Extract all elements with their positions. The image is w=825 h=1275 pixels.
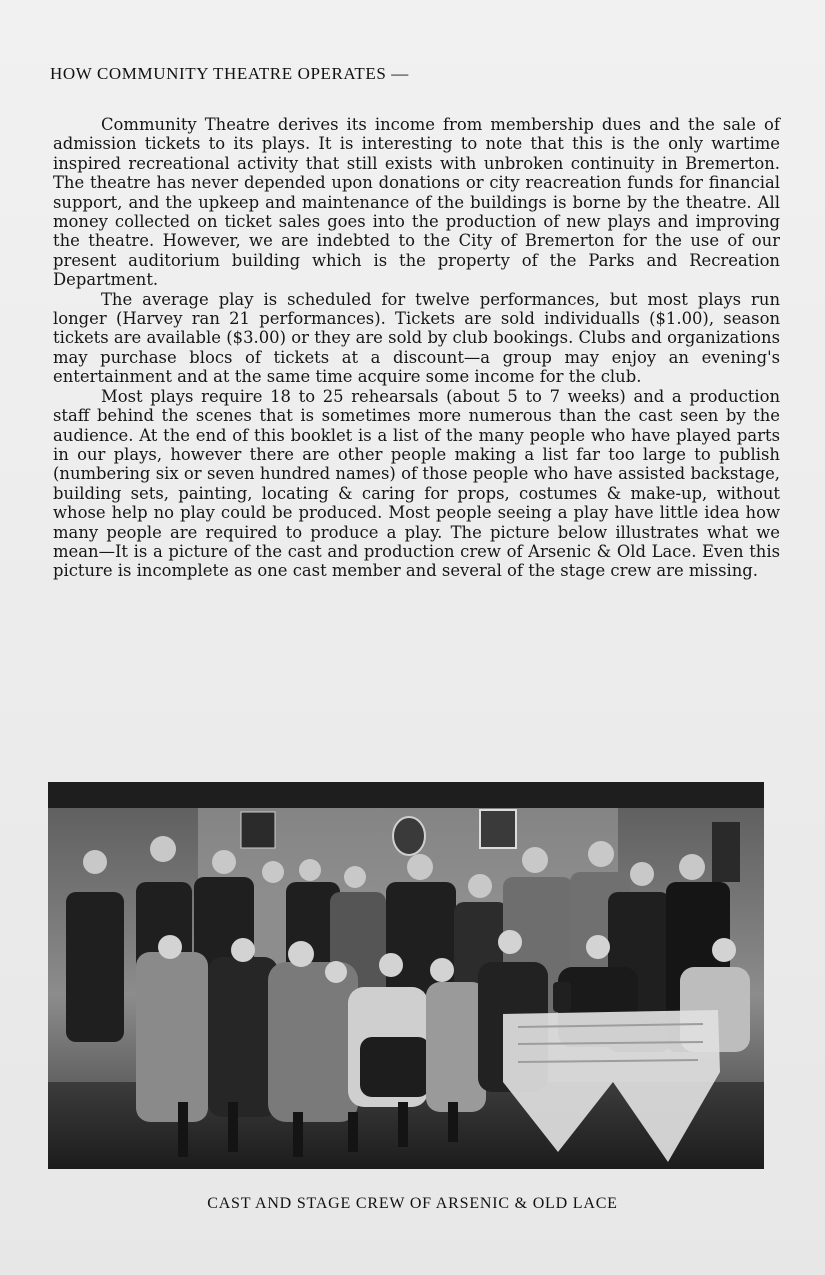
cast-crew-photo	[48, 782, 764, 1169]
paragraph-income: Community Theatre derives its income from membership dues and the sale of admission tickets to its plays. It is interesting to note that this is the only wartime inspired recreational activity that still exists with unbroken continuity in Bremerton. The theatre has never depended upon donations or city reacreation funds for financial support, and the upkeep and maintenance of the buildings is borne by the theatre. All money collected on ticket sales goes into the production of new plays and improving the theatre. However, we are indebted to the City of Bremerton for the use of our present auditorium building which is the property of the Parks and Recreation Department.	[53, 115, 780, 290]
paragraph-tickets: The average play is scheduled for twelve performances, but most plays run longer (Harvey ran 21 performances). Tickets are sold individualls ($1.00), season tickets are available ($3.00) or they are sold by club bookings. Clubs and organizations may purchase blocs of tickets at a discount—a group may enjoy an evening's entertainment and at the same time acquire some income for the club.	[53, 289, 780, 387]
photo-caption: CAST AND STAGE CREW OF ARSENIC & OLD LACE	[207, 1195, 618, 1212]
section-heading: HOW COMMUNITY THEATRE OPERATES —	[50, 64, 409, 83]
article-body	[53, 115, 780, 581]
group-photograph	[48, 782, 764, 1169]
paragraph-rehearsals: Most plays require 18 to 25 rehearsals (about 5 to 7 weeks) and a production staff behind the scenes that is sometimes more numerous than the cast seen by the audience. At the end of this booklet is a list of the many people who have played parts in our plays, however there are other people making a list far too large to publish (numbering six or seven hundred names) of those people who have assisted backstage, building sets, painting, locating & caring for props, costumes & make-up, without whose help no play could be produced. Most people seeing a play have little idea how many people are required to produce a play. The picture below illustrates what we mean—It is a picture of the cast and production crew of Arsenic & Old Lace. Even this picture is incomplete as one cast member and several of the stage crew are missing.	[53, 386, 780, 581]
